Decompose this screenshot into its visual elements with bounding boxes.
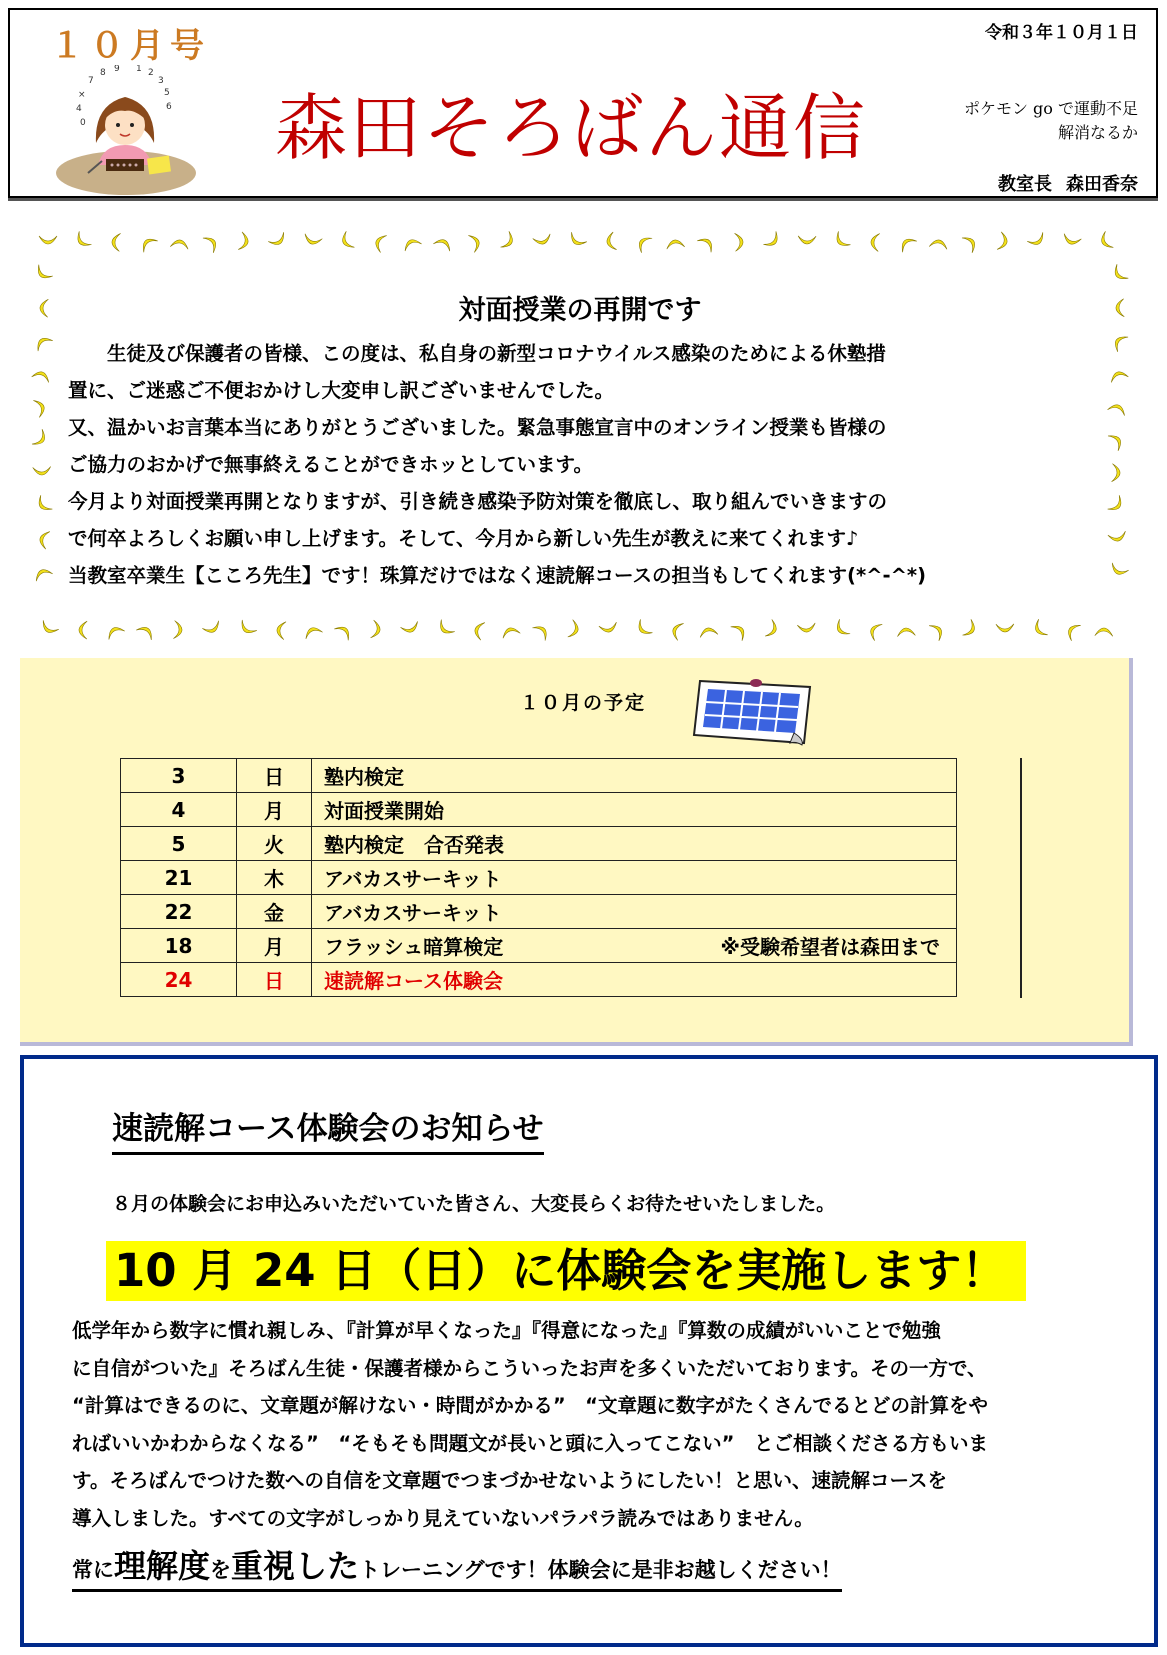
svg-text:4: 4: [76, 104, 82, 114]
crescent-moon-icon: [666, 239, 685, 249]
schedule-title: １０月の予定: [520, 692, 647, 714]
crescent-moon-icon: [568, 620, 581, 640]
crescent-moon-icon: [105, 624, 125, 640]
schedule-row: [121, 793, 957, 827]
notice-line: 当教室卒業生【こころ先生】です！珠算だけではなく速読解コースの担当もしてくれます(*^-^*): [68, 564, 927, 587]
crescent-moon-icon: [436, 620, 455, 638]
notice-line: 又、温かいお言葉本当にありがとうございました。緊急事態宣言中のオンライン授業も皆様の: [68, 416, 887, 439]
crescent-moon-icon: [433, 237, 453, 252]
notice-line: 今月より対面授業再開となりますが、引き続き感染予防対策を徹底し、取り組んでいきますの: [68, 490, 888, 513]
schedule-event: 塾内検定: [324, 765, 404, 789]
crescent-moon-icon: [373, 233, 387, 253]
crescent-moon-icon: [334, 623, 353, 641]
crescent-moon-icon: [832, 231, 850, 250]
closing-emphasis: 理解度: [114, 1547, 211, 1585]
svg-text:2: 2: [148, 68, 154, 78]
schedule-day: 24: [121, 963, 237, 997]
crescent-moon-icon: [468, 233, 481, 253]
crescent-moon-icon: [1108, 402, 1128, 415]
crescent-moon-icon: [79, 621, 87, 639]
crescent-moon-icon: [139, 235, 158, 253]
schedule-event: 塾内検定 合否発表: [324, 833, 504, 857]
crescent-moon-icon: [996, 624, 1014, 632]
crescent-moon-icon: [533, 234, 552, 246]
closing-part: 常に: [72, 1558, 114, 1582]
crescent-moon-icon: [202, 621, 222, 636]
closing-part: を: [210, 1558, 232, 1582]
schedule-event-cell: [312, 929, 957, 963]
closing-part: トレーニングです！体験会に是非お越しください！: [359, 1558, 842, 1582]
schedule-event-cell: [312, 895, 957, 929]
crescent-moon-icon: [605, 232, 616, 251]
crescent-moon-icon: [532, 622, 550, 640]
schedule-row: [121, 827, 957, 861]
tagline-line-2: 解消なるか: [1057, 123, 1138, 142]
crescent-moon-icon: [39, 620, 59, 636]
crescent-moon-icon: [833, 619, 850, 638]
schedule-event-cell: [312, 793, 957, 827]
issue-date: 令和３年１０月１日: [985, 23, 1138, 43]
schedule-event: 対面授業開始: [324, 799, 444, 823]
schedule-event-cell: [312, 759, 957, 793]
crescent-moon-icon: [473, 621, 485, 640]
crescent-moon-icon: [599, 622, 618, 634]
crescent-moon-icon: [238, 232, 250, 251]
svg-text:0: 0: [80, 118, 86, 128]
crescent-moon-icon: [898, 235, 917, 252]
crescent-moon-icon: [276, 621, 286, 640]
crescent-moon-icon: [670, 621, 683, 641]
svg-text:9: 9: [114, 65, 120, 74]
schedule-weekday: 木: [237, 861, 312, 895]
schedule-day: 3: [121, 759, 237, 793]
schedule-weekday: 火: [237, 827, 312, 861]
schedule-event-cell: [312, 827, 957, 861]
calendar-icon: [692, 673, 817, 748]
schedule-row: [121, 963, 957, 997]
schedule-event: 速読解コース体験会: [324, 969, 503, 993]
crescent-moon-icon: [34, 265, 53, 283]
trial-line: 導入しました。すべての文字がしっかり見えていないパラパラ読みではありません。: [72, 1506, 814, 1530]
crescent-moon-icon: [867, 621, 882, 641]
crescent-moon-icon: [635, 234, 652, 253]
crescent-moon-icon: [38, 530, 50, 549]
crescent-moon-icon: [136, 623, 155, 640]
crescent-moon-icon: [765, 619, 779, 639]
crescent-moon-icon: [170, 239, 189, 249]
trial-date-banner: 10 月 24 日（日）に体験会を実施します！: [106, 1241, 1026, 1301]
crescent-moon-icon: [735, 233, 744, 251]
schedule-row: [121, 929, 957, 963]
schedule-weekday: 月: [237, 929, 312, 963]
svg-text:8: 8: [100, 68, 106, 78]
teacher-role: 教室長: [998, 174, 1052, 195]
trial-heading: 速読解コース体験会のお知らせ: [112, 1103, 544, 1155]
schedule-row: [121, 861, 957, 895]
tagline-line-1: ポケモン go で運動不足: [963, 99, 1138, 118]
crescent-moon-icon: [173, 621, 182, 640]
schedule-weekday: 金: [237, 895, 312, 929]
schedule-event: アバカスサーキット: [324, 867, 502, 891]
closing-emphasis: 重視した: [231, 1547, 360, 1585]
crescent-moon-icon: [763, 231, 781, 250]
crescent-moon-icon: [33, 398, 46, 418]
schedule-day: 21: [121, 861, 237, 895]
schedule-row: [121, 895, 957, 929]
crescent-moon-icon: [1032, 619, 1048, 639]
notice-body: [68, 335, 1098, 594]
schedule-event-cell: [312, 861, 957, 895]
teacher-name: 森田香奈: [1066, 174, 1138, 195]
crescent-moon-icon: [962, 233, 979, 252]
schedule-weekday: 日: [237, 963, 312, 997]
schedule-day: 22: [121, 895, 237, 929]
newsletter-title: 森田そろばん通信: [275, 86, 868, 170]
crescent-moon-icon: [897, 627, 916, 636]
crescent-moon-icon: [33, 334, 52, 351]
crescent-moon-icon: [73, 231, 91, 250]
crescent-moon-icon: [1112, 464, 1121, 482]
svg-text:7: 7: [88, 76, 94, 86]
crescent-moon-icon: [501, 626, 521, 639]
trial-line: す。そろばんでつけた数への自信を文章題でつまづかせないようにしたい！と思い、速読解コースを: [72, 1469, 947, 1492]
crescent-moon-icon: [303, 234, 323, 247]
crescent-moon-icon: [567, 232, 587, 248]
trial-line: に自信がついた』そろばん生徒・保護者様からこういったお声を多くいただいております。その一方で、: [72, 1356, 987, 1380]
schedule-weekday: 月: [237, 793, 312, 827]
trial-line: “計算はできるのに、文章題が解けない・時間がかかる” “文章題に数字がたくさんでるとどの計算をや: [72, 1394, 988, 1417]
crescent-moon-icon: [962, 619, 978, 639]
crescent-moon-icon: [1108, 531, 1127, 543]
schedule-note: ※受験希望者は森田まで: [720, 935, 940, 959]
crescent-moon-icon: [1111, 264, 1129, 283]
crescent-moon-icon: [35, 495, 53, 514]
notice-line: で何卒よろしくお願い申し上げます。そして、今月から新しい先生が教えに来てくれます♪: [68, 527, 859, 550]
crescent-moon-icon: [929, 621, 946, 640]
crescent-moon-icon: [731, 622, 749, 641]
crescent-moon-icon: [997, 232, 1009, 251]
crescent-moon-icon: [238, 620, 257, 637]
schedule-day: 5: [121, 827, 237, 861]
crescent-moon-icon: [33, 467, 51, 476]
crescent-moon-icon: [634, 619, 652, 638]
crescent-moon-icon: [1109, 369, 1129, 382]
schedule-weekday: 日: [237, 759, 312, 793]
notice-section: [30, 230, 1130, 650]
notice-line: 生徒及び保護者の皆様、この度は、私自身の新型コロナウイルス感染のためによる休塾措: [68, 342, 886, 365]
crescent-moon-icon: [500, 231, 516, 251]
crescent-moon-icon: [699, 626, 718, 637]
crescent-moon-icon: [33, 567, 53, 582]
crescent-moon-icon: [1062, 234, 1082, 247]
schedule-event-cell: [312, 963, 957, 997]
schedule-section: [20, 658, 1133, 1046]
crescent-moon-icon: [203, 233, 220, 252]
crescent-moon-icon: [1111, 332, 1128, 351]
crescent-moon-icon: [1109, 563, 1129, 578]
crescent-moon-icon: [339, 231, 354, 251]
schedule-event: フラッシュ暗算検定: [324, 935, 504, 959]
issue-label: １０月号: [50, 26, 210, 66]
crescent-moon-icon: [1095, 628, 1113, 637]
crescent-moon-icon: [1098, 231, 1113, 251]
crescent-moon-icon: [1027, 232, 1047, 248]
schedule-event: アバカスサーキット: [324, 901, 502, 925]
svg-text:5: 5: [164, 88, 170, 98]
schedule-day: 18: [121, 929, 237, 963]
crescent-moon-icon: [401, 621, 421, 634]
trial-line: ればいいかわからなくなる” “そもそも問題文が長いと頭に入ってこない” とご相談くださる方もいま: [72, 1431, 988, 1455]
notice-title: 対面授業の再開です: [458, 295, 702, 326]
schedule-row: [121, 759, 957, 793]
crescent-moon-icon: [870, 233, 880, 252]
crescent-moon-icon: [111, 233, 120, 252]
trial-line: 低学年から数字に慣れ親しみ、『計算が早くなった』『得意になった』『算数の成績がいいことで勉強: [72, 1319, 941, 1342]
notice-line: ご協力のおかげで無事終えることができホッとしています。: [68, 453, 593, 476]
crescent-moon-icon: [1108, 495, 1126, 514]
trial-section: [20, 1055, 1158, 1647]
crescent-moon-icon: [303, 625, 323, 639]
crescent-moon-icon: [32, 369, 52, 382]
crescent-moon-icon: [39, 236, 57, 244]
trial-body: [72, 1312, 1122, 1537]
crescent-moon-icon: [268, 232, 288, 248]
notice-line: 置に、ご迷惑ご不便おかけし大変申し訳ございませんでした。: [68, 379, 615, 402]
divider: [1020, 758, 1022, 998]
svg-text:6: 6: [166, 102, 172, 112]
crescent-moon-icon: [697, 235, 716, 253]
crescent-moon-icon: [929, 239, 948, 250]
girl-with-abacus-illustration: [48, 65, 198, 195]
schedule-table: [120, 758, 957, 997]
trial-intro: ８月の体験会にお申込みいただいていた皆さん、大変長らくお待たせいたしました。: [112, 1193, 836, 1215]
crescent-moon-icon: [798, 236, 816, 244]
crescent-moon-icon: [1065, 621, 1081, 641]
svg-text:×: ×: [78, 90, 86, 100]
crescent-moon-icon: [402, 237, 422, 251]
svg-text:3: 3: [158, 76, 164, 86]
teacher-credit: [998, 170, 1138, 196]
crescent-moon-icon: [1108, 431, 1125, 450]
trial-closing: [72, 1541, 842, 1592]
crescent-moon-icon: [32, 429, 49, 448]
schedule-day: 4: [121, 793, 237, 827]
crescent-moon-icon: [797, 623, 816, 633]
masthead: [8, 8, 1158, 198]
crescent-moon-icon: [371, 620, 382, 639]
svg-text:1: 1: [136, 65, 142, 74]
